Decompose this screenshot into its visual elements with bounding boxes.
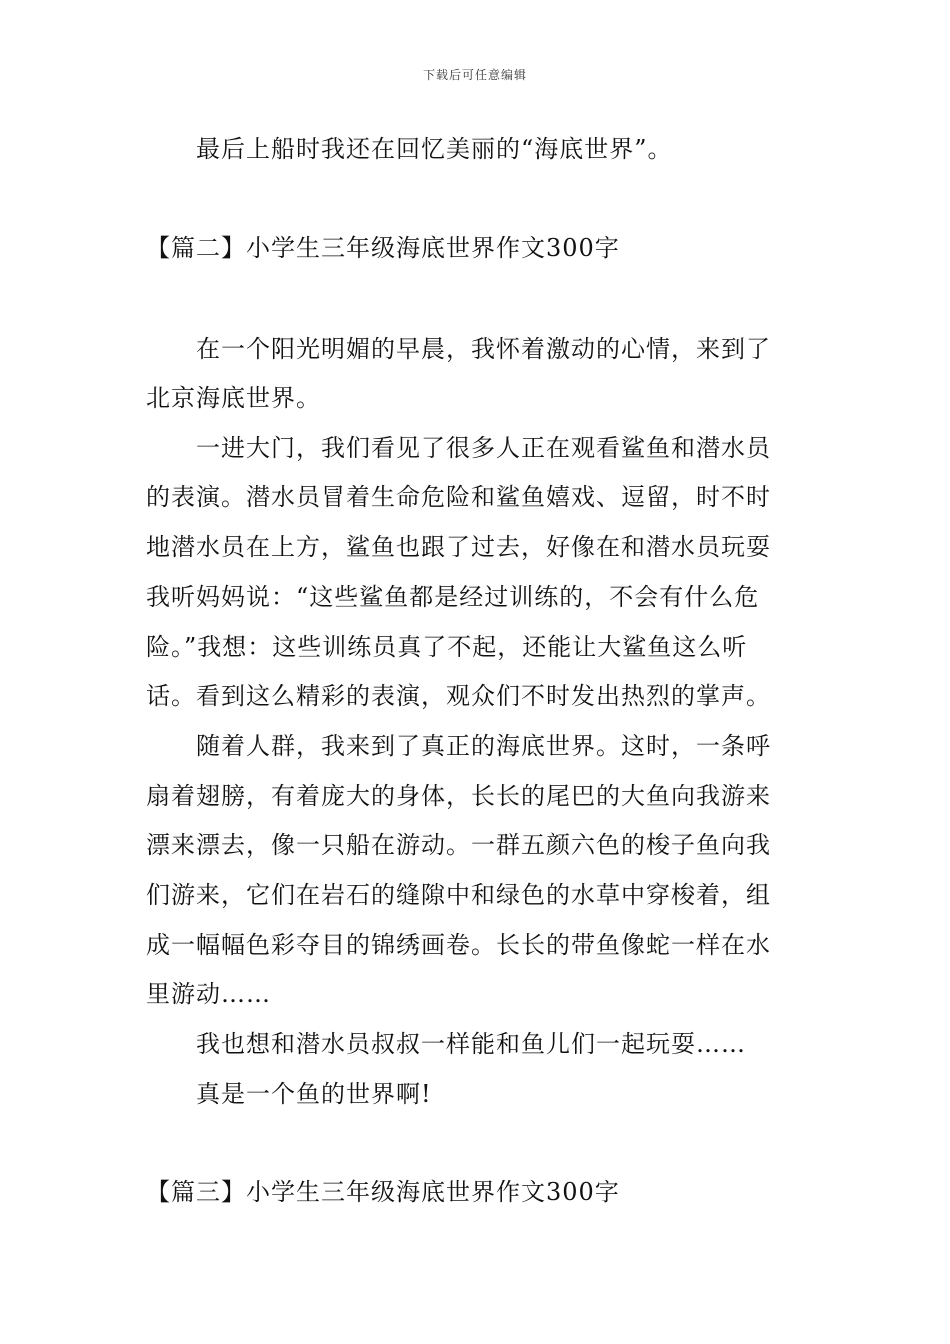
- paragraph-line: 成一幅幅色彩夺目的锦绣画卷。长长的带鱼像蛇一样在水: [146, 931, 771, 959]
- paragraph-line: 险。”我想：这些训练员真了不起，还能让大鲨鱼这么听: [146, 633, 748, 661]
- paragraph-line: 真是一个鱼的世界啊!: [196, 1080, 432, 1108]
- paragraph-line: 我也想和潜水员叔叔一样能和鱼儿们一起玩耍……: [196, 1030, 746, 1058]
- section-heading-2: 【篇二】小学生三年级海底世界作文300字: [146, 234, 620, 262]
- section-heading-3: 【篇三】小学生三年级海底世界作文300字: [146, 1178, 620, 1206]
- paragraph-line: 漂来漂去，像一只船在游动。一群五颜六色的梭子鱼向我: [146, 831, 771, 859]
- paragraph-line: 一进大门，我们看见了很多人正在观看鲨鱼和潜水员: [196, 434, 771, 462]
- paragraph-line: 话。看到这么精彩的表演，观众们不时发出热烈的掌声。: [146, 682, 771, 710]
- header-note: 下载后可任意编辑: [422, 68, 527, 82]
- paragraph-line: 在一个阳光明媚的早晨，我怀着激动的心情，来到了: [196, 335, 771, 363]
- paragraph-line: 随着人群，我来到了真正的海底世界。这时，一条呼: [196, 732, 771, 760]
- paragraph-line: 最后上船时我还在回忆美丽的“海底世界”。: [196, 135, 673, 163]
- paragraph-line: 里游动……: [146, 980, 271, 1008]
- paragraph-line: 的表演。潜水员冒着生命危险和鲨鱼嬉戏、逗留，时不时: [146, 483, 771, 511]
- paragraph-line: 地潜水员在上方，鲨鱼也跟了过去，好像在和潜水员玩耍: [146, 533, 771, 561]
- paragraph-line: 我听妈妈说：“这些鲨鱼都是经过训练的，不会有什么危: [146, 583, 760, 611]
- paragraph-line: 北京海底世界。: [146, 384, 321, 412]
- paragraph-line: 们游来，它们在岩石的缝隙中和绿色的水草中穿梭着，组: [146, 881, 771, 909]
- paragraph-line: 扇着翅膀，有着庞大的身体，长长的尾巴的大鱼向我游来: [146, 782, 771, 810]
